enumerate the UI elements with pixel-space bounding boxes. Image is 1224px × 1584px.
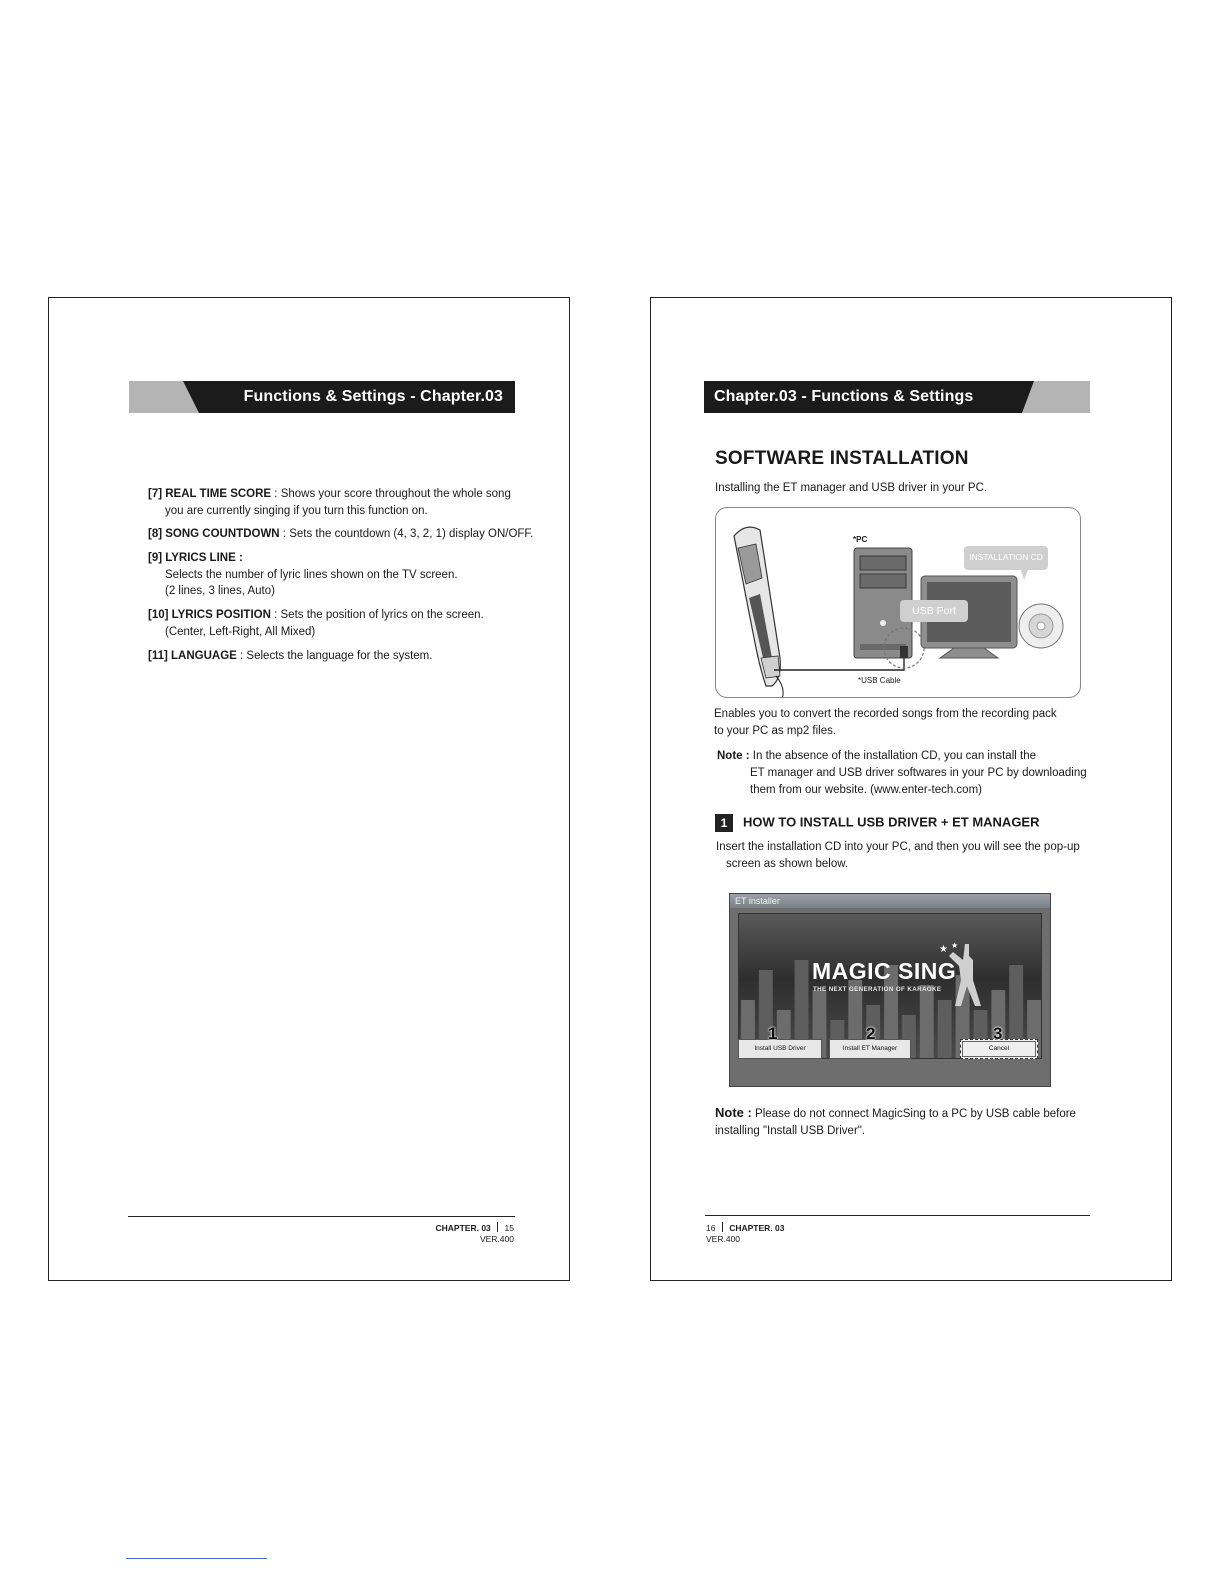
footer-divider [497,1222,498,1232]
cancel-button[interactable]: Cancel [960,1039,1038,1059]
left-footer [436,1222,514,1245]
left-chapter-banner [129,381,515,413]
entry-text: Selects the number of lyric lines shown on the TV screen. [165,568,458,581]
footer-chapter: CHAPTER. 03 [729,1223,785,1233]
left-page [48,297,570,1281]
entry-language: [11] LANGUAGE : Selects the language for the system. [148,650,433,662]
footer-page-number: 16 [706,1223,716,1233]
callout-number-2: 2 [866,1024,876,1043]
entry-text-cont: (Center, Left-Right, All Mixed) [165,625,316,638]
usb-port-label: USB Port [912,605,956,617]
svg-text:★: ★ [951,941,959,950]
cd-label: INSTALLATION CD [969,552,1043,562]
installation-cd-icon [1019,604,1063,648]
usb-cable [774,658,904,670]
note-label: Note : [715,1105,752,1120]
paragraph-line: Please do not connect MagicSing to a PC by USB cable before [755,1108,1076,1120]
installer-title-bar: ET installer [730,894,1050,908]
section-subtitle: Installing the ET manager and USB driver in your PC. [715,482,988,494]
entry-text: Selects the language for the system. [246,650,433,662]
entry-label: [9] LYRICS LINE : [148,552,243,564]
entry-text-cont: (2 lines, 3 lines, Auto) [165,585,275,597]
callout-number-1: 1 [768,1024,778,1043]
connection-diagram [716,508,1081,698]
step-heading [715,814,1040,832]
paragraph-line: to your PC as mp2 files. [714,725,837,737]
note-label: Note : [717,750,750,762]
entry-text: Sets the countdown (4, 3, 2, 1) display ON/OFF. [289,528,534,540]
logo-tagline: THE NEXT GENERATION OF KARAOKE [813,986,942,993]
right-footer [706,1222,784,1245]
entry-real-time-score: [7] REAL TIME SCORE : Shows your score throughout the whole song you are currently singing if you turn this function on. [148,486,511,519]
footer-page-number: 15 [504,1223,514,1233]
install-usb-driver-button[interactable]: Install USB Driver [738,1039,822,1059]
right-chapter-banner [704,381,1090,413]
footer-chapter: CHAPTER. 03 [435,1223,491,1233]
left-footer-rule [128,1216,515,1217]
magic-sing-logo: MAGIC SING [812,958,957,984]
step-paragraph [716,839,1080,873]
paragraph-line: installing "Install USB Driver". [715,1125,866,1137]
entry-text: Sets the position of lyrics on the screen. [280,609,484,621]
usb-cable-label: *USB Cable [858,676,901,685]
microphone-icon [734,527,780,686]
step-title: HOW TO INSTALL USB DRIVER + ET MANAGER [743,814,1040,830]
pc-label: *PC [853,535,868,544]
paragraph-line: them from our website. (www.enter-tech.com) [750,784,982,796]
enables-paragraph [714,706,1057,740]
left-banner-text: Functions & Settings - Chapter.03 [243,388,503,405]
paragraph-line: Insert the installation CD into your PC, and then you will see the pop-up [716,841,1080,853]
equalizer-bar [920,985,934,1059]
section-title: SOFTWARE INSTALLATION [715,448,969,469]
footer-version: VER.400 [706,1234,741,1244]
footer-version: VER.400 [479,1234,514,1244]
paragraph-line: In the absence of the installation CD, you can install the [752,750,1036,762]
entry-label: [11] LANGUAGE [148,650,237,662]
entry-label: [8] SONG COUNTDOWN [148,528,280,540]
right-page [650,297,1172,1281]
entry-lyrics-line [148,550,458,600]
paragraph-line: Enables you to convert the recorded songs from the recording pack [714,708,1057,720]
right-banner-text: Chapter.03 - Functions & Settings [714,388,974,405]
svg-text:★: ★ [939,944,948,955]
entry-text: Shows your score throughout the whole song [280,488,511,500]
entry-text-cont: you are currently singing if you turn this function on. [165,504,428,517]
entry-label: [7] REAL TIME SCORE [148,488,272,500]
step-number-badge: 1 [715,814,733,832]
paragraph-line: screen as shown below. [726,858,849,870]
et-installer-window [729,893,1051,1087]
callout-number-3: 3 [993,1024,1003,1043]
install-et-manager-button[interactable]: Install ET Manager [829,1039,911,1059]
entry-label: [10] LYRICS POSITION [148,609,271,621]
entry-lyrics-position: [10] LYRICS POSITION : Sets the position of lyrics on the screen. (Center, Left-Right, All Mixed) [148,607,484,640]
entry-song-countdown: [8] SONG COUNTDOWN : Sets the countdown (4, 3, 2, 1) display ON/OFF. [148,528,534,540]
bottom-note [715,1104,1076,1140]
connection-illustration [715,507,1081,698]
footer-divider [722,1222,723,1232]
right-footer-rule [705,1215,1090,1216]
paragraph-line: ET manager and USB driver softwares in your PC by downloading [750,767,1087,779]
note-paragraph [717,748,1087,799]
stray-link-underline [126,1558,267,1559]
